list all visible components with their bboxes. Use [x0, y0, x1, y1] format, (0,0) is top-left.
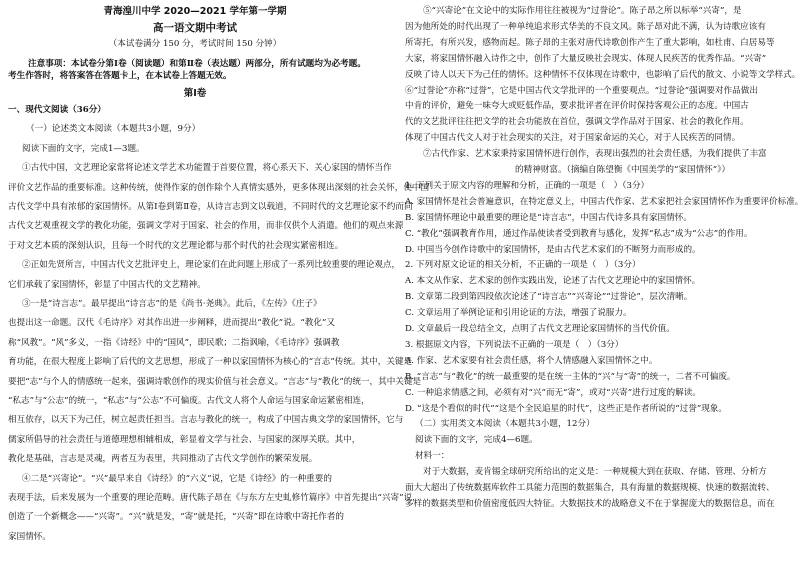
- exam-note: （本试卷满分 150 分，考试时间 150 分钟）: [108, 39, 282, 49]
- text-line: 也提出这一命题。汉代《毛诗序》对其作出进一步阐释，进而提出“教化”说。“教化”又: [8, 318, 335, 329]
- text-line: 代的文艺批评往往把文学的社会功能放在首位，强调文学作品对于国家、社会的教化作用。: [405, 117, 749, 128]
- text-line: ②正如先贤所言，中国古代文艺批评史上，理论家们在此问题上形成了一系列比较重要的理论观点，: [22, 260, 401, 271]
- text-line: ⑥“过誉论”亦称“过誉”，它是中国古代文学批评的一个重要观点。“过誉论”强调要对作品做出: [405, 85, 758, 96]
- text-line: 相互依存，以天下为己任，树立起责任担当。言志与教化的统一，构成了中国古典文学的家国情怀，它与: [8, 415, 404, 426]
- text-line: A. 本文从作家、艺术家的创作实践出发，论述了古代文艺理论中的家国情怀。: [405, 276, 701, 287]
- text-line: 阅读下面的文字，完成4—6题。: [415, 435, 538, 446]
- text-line: 体现了中国古代文人对于社会现实的关注，对于国家命运的关心，对于人民疾苦的同情。: [405, 133, 741, 144]
- text-line: 反映了诗人以天下为己任的情怀。这种情怀不仅体现在诗歌中，也影响了后代的散文、小说等文学样式。: [405, 69, 801, 80]
- text-line: （二）实用类文本阅读（本题共3小题，12分）: [415, 419, 595, 430]
- text-line: 中肯的评价，避免一味夸大或贬低作品，要求批评者在评价时保持客观公正的态度。中国古: [405, 101, 749, 112]
- text-line: C. 文章运用了举例论证和引用论证的方法，增强了说服力。: [405, 308, 632, 319]
- text-line: 大家，将家国情怀融入诗作之中，创作了大量反映社会现实、体现人民疾苦的优秀作品。“兴寄”: [405, 53, 767, 64]
- text-line: D. 中国当今创作诗歌中的家国情怀，是由古代艺术家们的不断努力而形成的。: [405, 244, 701, 255]
- text-line: 一、现代文阅读（36分）: [8, 105, 106, 115]
- text-line: “私志”与“公志”的统一，“私志”与“公志”不可偏废。古代文人将个人命运与国家命运紧密相连，: [8, 396, 370, 406]
- text-line: 材料一：: [415, 451, 450, 462]
- text-line: 的精神财富。（摘编自陈望衡《中国美学的“家国情怀”》）: [515, 165, 731, 175]
- text-line: D. “这是个看似的时代”“这是个全民追星的时代”，这些正是作者所说的“过誉”现象。: [405, 403, 728, 414]
- text-line: 2. 下列对原文论证的相关分析，不正确的一项是（ ）（3分）: [405, 260, 641, 271]
- text-line: 创造了一个新概念——“兴寄”。“兴”就是发，“寄”就是托，“兴寄”即在诗歌中寄托作者的: [8, 512, 344, 523]
- text-line: A. 作家、艺术家要有社会责任感，将个人情感融入家国情怀之中。: [405, 355, 658, 366]
- text-line: （一）论述类文本阅读（本题共3小题，9分）: [26, 124, 201, 135]
- text-line: B. “言志”与“教化”的统一最重要的是在统一主体的“兴”与“寄”的统一，二者不可偏废。: [405, 371, 736, 382]
- text-line: 面大大超出了传统数据库软件工具能力范围的数据集合，具有海量的数据规模、快速的数据流转、: [405, 483, 775, 493]
- text-line: ①古代中国，文艺理论家常将论述文学艺术功能置于首要位置，将心系天下、关心家国的情怀当作: [22, 163, 392, 174]
- text-line: 称“风教”。“风”多义，一指《诗经》中的“国风”，即民歌；二指讽喻，《毛诗序》强调教: [8, 337, 340, 348]
- text-line: 3. 根据原文内容，下列说法不正确的一项是（ ）（3分）: [405, 339, 624, 350]
- text-line: 儒家所倡导的社会责任与道德理想相辅相成，彰显着文学与社会、与国家的深厚关联。其中，: [8, 434, 361, 445]
- text-line: C. 一种追求情感之间，必须有对“兴”而无“寄”，或对“兴寄”进行过度的解读。: [405, 387, 701, 398]
- text-line: 教化是基础，言志是灵魂，两者互为表里，共同推动了古代文学创作的繁荣发展。: [8, 454, 318, 465]
- text-line: 多样的数据类型和价值密度低四大特征。大数据技术的战略意义不在于掌握庞大的数据信息，而在: [405, 498, 775, 509]
- exam-subtitle: 高一语文期中考试: [153, 22, 237, 34]
- text-line: ③一是“诗言志”。最早提出“诗言志”的是《尚书·尧典》。此后，《左传》《庄子》: [22, 299, 322, 309]
- text-line: 评价文艺作品的重要标准。这种传统，使得作家的创作除个人真情实感外，更多体现出深刻的社会关怀，使中国: [8, 182, 430, 193]
- text-line: 阅读下面的文字，完成1—3题。: [22, 143, 145, 154]
- text-line: 家国情怀。: [8, 531, 51, 542]
- text-line: 育功能，在很大程度上影响了后代的文艺思想，形成了一种以家国情怀为核心的“言志”传统。其中，关键是: [8, 357, 413, 368]
- text-line: B. 文章第二段到第四段依次论述了“诗言志”“兴寄论”“过誉论”，层次清晰。: [405, 292, 693, 303]
- text-line: 古代文学中具有浓郁的家国情怀。从第Ⅰ卷到第Ⅱ卷，从诗言志到文以载道，不同时代的文艺理论家不约而同: [8, 202, 413, 212]
- text-line: 于对文艺本质的深刻认识，且每一个时代的文艺理论都与那个时代的社会现实紧密相连。: [8, 240, 344, 251]
- text-line: ⑤“兴寄论”在文论中的实际作用往往被视为“过誉论”。陈子昂之所以标举“兴寄”，是: [423, 6, 742, 16]
- text-line: 要把“志”与个人的情感统一起来，强调诗歌创作的现实价值与社会意义。“言志”与“教化”的统一，其中关键是: [8, 376, 422, 387]
- instruction-2: 考生作答时，将答案答在答题卡上，在本试卷上答题无效。: [8, 71, 232, 81]
- text-line: 古代文艺观重视文学的教化功能，强调文学对于国家、社会的作用，而非仅供个人消遣。他们的观点来源: [8, 221, 404, 232]
- text-line: 所寄托，有所兴发，感物而起。陈子昂的主张对唐代诗歌创作产生了重大影响，如杜甫、白居易等: [405, 37, 775, 48]
- text-line: 它们承载了家国情怀，彰显了中国古代的文艺精神。: [8, 279, 206, 290]
- text-line: D. 文章最后一段总结全文，点明了古代文艺理论家国情怀的当代价值。: [405, 324, 675, 334]
- text-line: 对于大数据，麦肯锡全球研究所给出的定义是：一种规模大到在获取、存储、管理、分析方: [423, 467, 767, 478]
- text-line: C. “教化”强调教育作用，通过作品使读者受到教育与感化，发挥“私志”成为“公志”的作用。: [405, 228, 753, 239]
- text-line: 因为他所处的时代出现了一种单纯追求形式华美的不良文风。陈子昂对此不满，认为诗歌应该有: [405, 21, 766, 32]
- text-line: 表现手法，后来发展为一个重要的理论范畴。唐代陈子昂在《与东方左史虬修竹篇序》中首先提出“兴寄”说，: [8, 493, 421, 503]
- text-line: 1. 下列关于原文内容的理解和分析，正确的一项是（ ）（3分）: [405, 180, 650, 191]
- instruction-1: 注意事项：本试卷分第Ⅰ卷（阅读题）和第Ⅱ卷（表达题）两部分，所有试题均为必考题。: [28, 59, 366, 69]
- part-heading: 第Ⅰ卷: [183, 88, 207, 99]
- text-line: ⑦古代作家、艺术家秉持家国情怀进行创作，表现出强烈的社会责任感，为我们提供了丰富: [423, 149, 767, 160]
- exam-title: 青海湟川中学 2020—2021 学年第一学期: [103, 6, 287, 17]
- text-line: B. 家国情怀理论中最重要的理论是“诗言志”，中国古代诗多具有家国情怀。: [405, 212, 692, 223]
- text-line: A. 家国情怀是社会普遍意识，在特定意义上，中国古代作家、艺术家把社会家国情怀作为重要评价标准。: [405, 196, 803, 207]
- text-line: ④二是“兴寄论”。“兴”最早来自《诗经》的“六义”说，它是《诗经》的一种重要的: [22, 473, 332, 484]
